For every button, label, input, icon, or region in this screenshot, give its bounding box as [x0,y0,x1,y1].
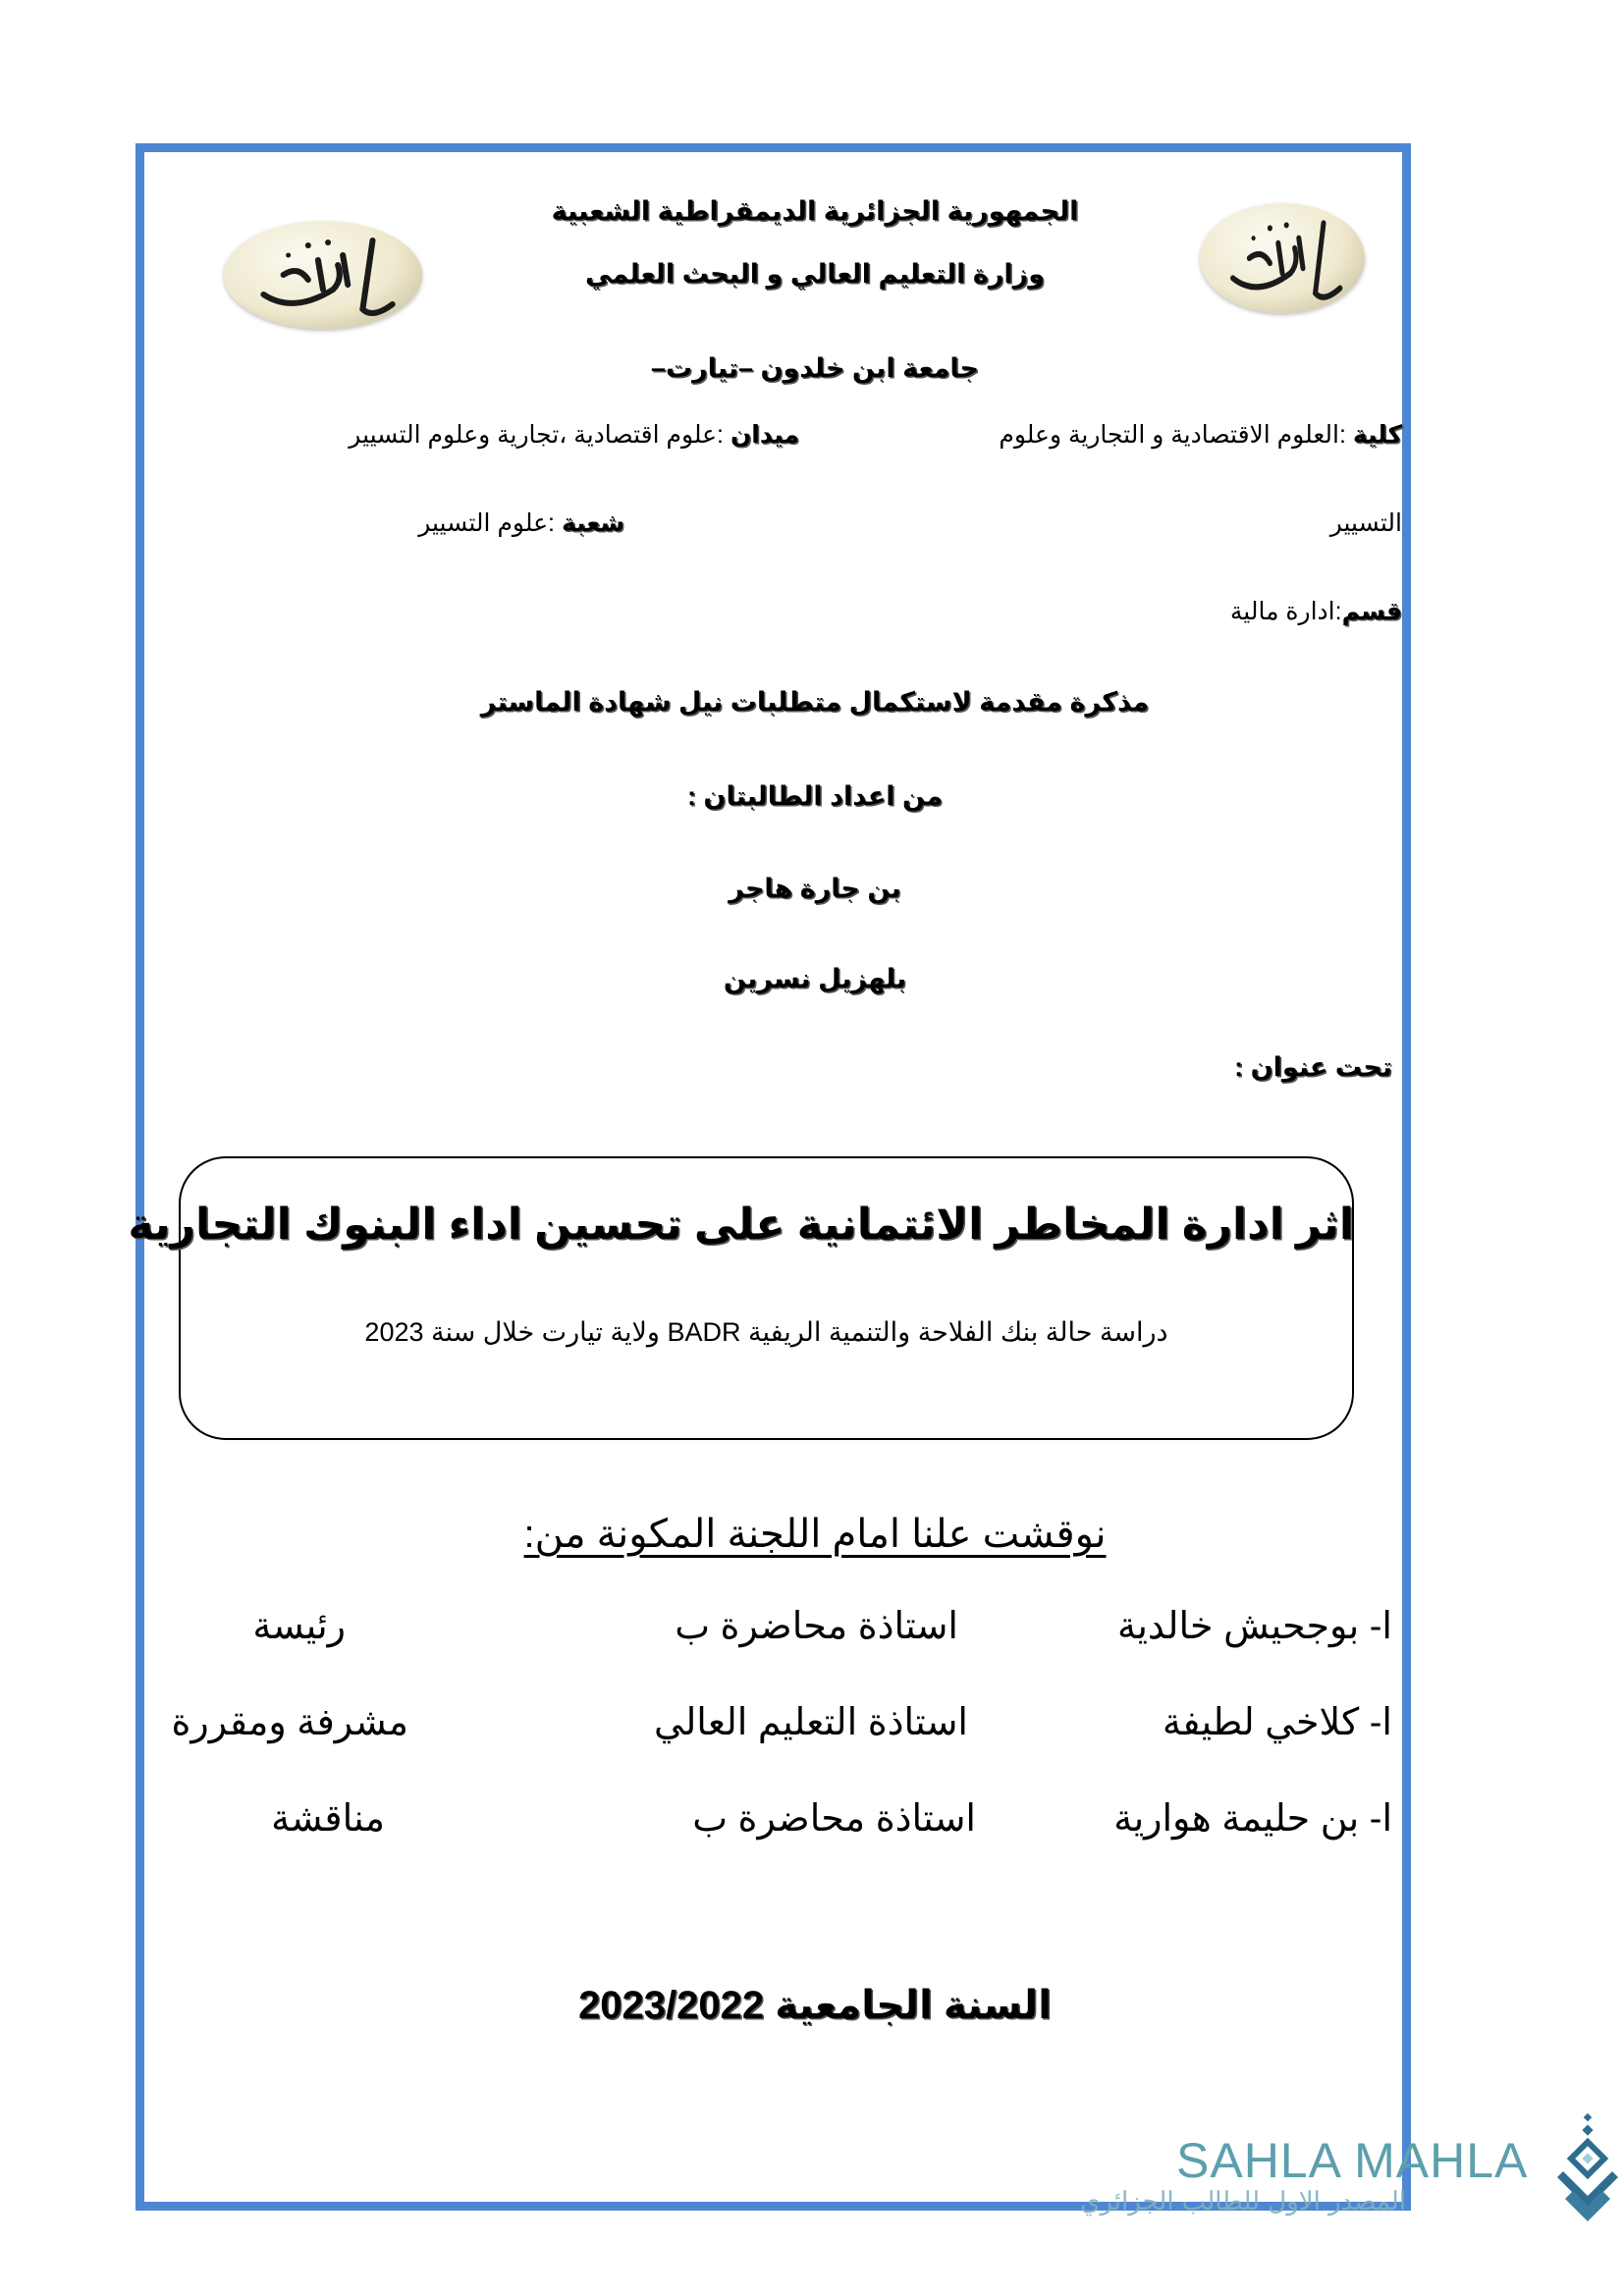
member-rank: استاذة محاضرة ب [675,1606,958,1647]
department-value: :ادارة مالية [1229,598,1342,625]
prepared-by: من اعداد الطالبتان : [686,781,944,811]
branch-label: شعبة [561,509,624,537]
member-role: مشرفة ومقررة [171,1702,408,1743]
thesis-subtitle: دراسة حالة بنك الفلاحة والتنمية الريفية BADR ولاية تيارت خلال سنة 2023 [364,1317,1168,1347]
university-heading: جامعة ابن خلدون –تيارت– [650,353,980,383]
member-rank: استاذة التعليم العالي [654,1702,968,1743]
watermark-brand: SAHLA MAHLA [1176,2133,1529,2188]
ministry-heading: وزارة التعليم العالي و البحث العلمي [585,259,1045,289]
sahla-mahla-logo-icon [1553,2112,1622,2230]
watermark-tagline: المصدر الاول للطالب الجزائري [1080,2187,1406,2216]
republic-heading: الجمهورية الجزائرية الديمقراطية الشعبية [551,196,1079,226]
field-value: :علوم اقتصادية ،تجارية وعلوم التسيير [349,421,724,449]
committee-heading: نوقشت علنا امام اللجنة المكونة من: [523,1513,1107,1556]
faculty-value-continued: التسيير [1329,509,1402,537]
faculty-row [999,420,1402,450]
member-role: مناقشة [271,1798,385,1840]
department-row [1230,597,1402,626]
department-label: قسم [1341,598,1402,625]
academic-year: السنة الجامعية 2023/2022 [578,1984,1052,2027]
branch-value: :علوم التسيير [418,509,555,537]
field-row [349,420,799,450]
faculty-value: :العلوم الاقتصادية و التجارية وعلوم [999,421,1346,449]
memo-purpose: مذكرة مقدمة لاستكمال متطلبات نيل شهادة الماستر [480,687,1150,717]
field-label: ميدان [730,421,799,449]
member-name: ا- كلاخي لطيفة [1162,1702,1392,1743]
thesis-title: اثر ادارة المخاطر الائتمانية على تحسين اداء البنوك التجارية [128,1201,1354,1249]
student-name-1: بن جارة هاجر [729,874,901,903]
member-name: ا- بن حليمة هوارية [1113,1798,1392,1840]
under-title-label: تحت عنوان : [1234,1052,1392,1082]
member-name: ا- بوجحيش خالدية [1116,1606,1392,1647]
faculty-label: كلية [1352,421,1402,449]
member-role: رئيسة [252,1606,346,1647]
member-rank: استاذة محاضرة ب [692,1798,976,1840]
student-name-2: بلهزيل نسرين [723,964,907,993]
branch-row [418,508,624,538]
